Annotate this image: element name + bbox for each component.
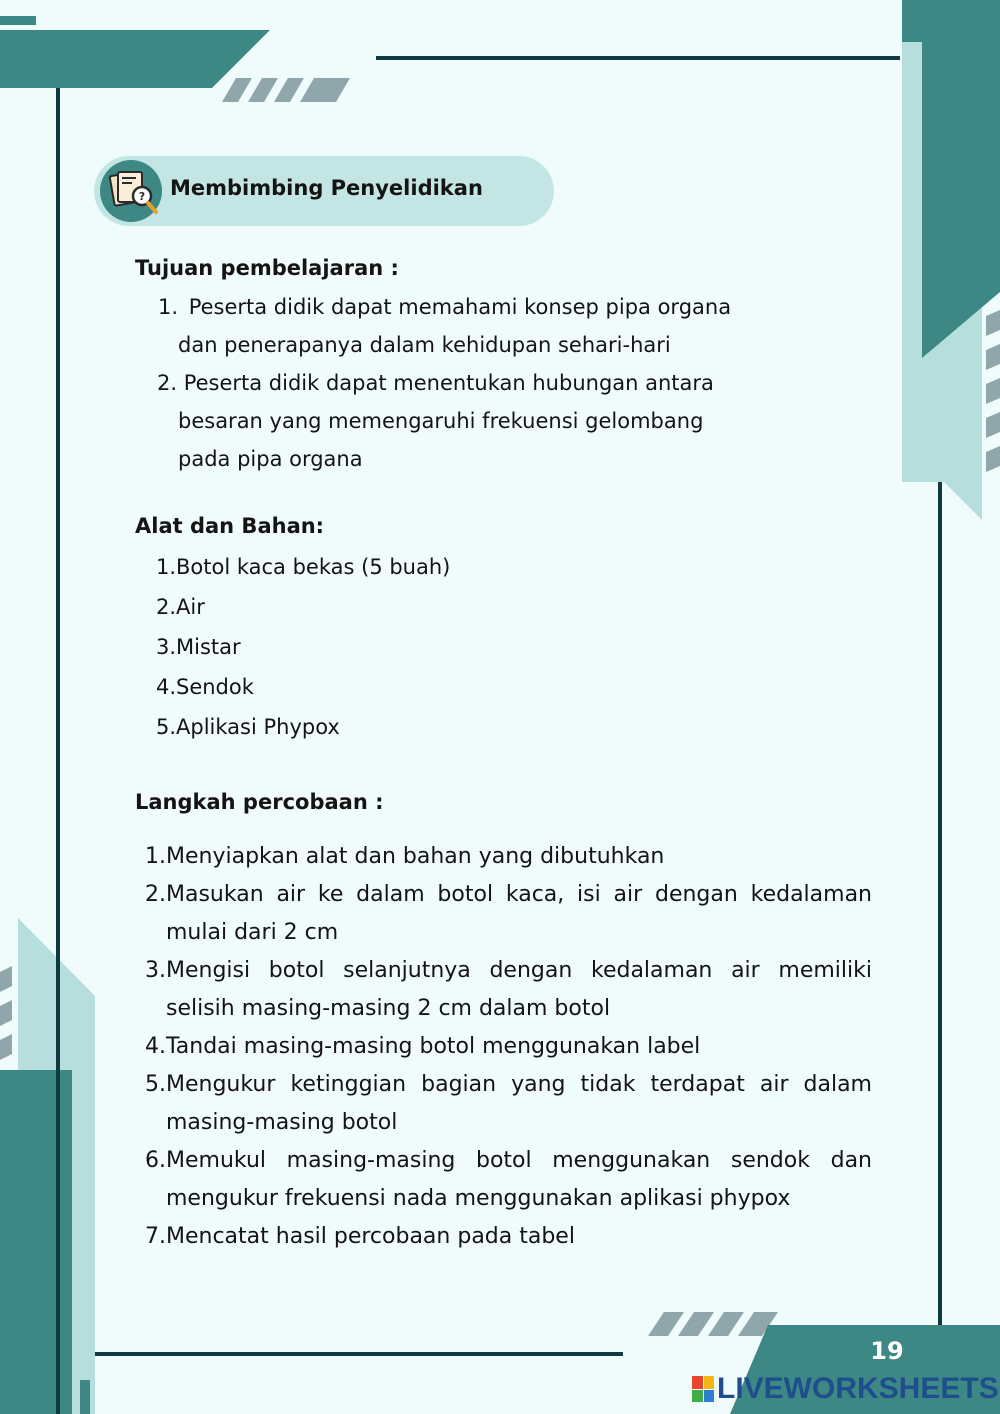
step-item <box>140 1142 872 1218</box>
step-item <box>140 876 872 952</box>
list-item <box>154 708 340 746</box>
document-magnifier-icon <box>100 160 162 222</box>
list-item <box>154 548 450 586</box>
frame-line-bottom <box>95 1352 623 1356</box>
list-item <box>154 668 254 706</box>
list-number: 5. <box>155 715 176 739</box>
list-number: 4. <box>155 675 176 699</box>
deco-left-stripes <box>0 966 12 1060</box>
list-item <box>154 588 205 626</box>
deco-top-right-dark-block <box>922 0 1000 358</box>
list-number: 2. <box>156 371 177 395</box>
step-number: 1. <box>145 844 166 869</box>
frame-line-left <box>56 88 60 1414</box>
liveworksheets-logo-icon <box>692 1376 714 1402</box>
step-item <box>140 1066 872 1142</box>
list-text: Mistar <box>176 635 241 659</box>
svg-text:?: ? <box>138 190 146 203</box>
alat-heading: Alat dan Bahan: <box>135 514 325 538</box>
step-number: 6. <box>145 1148 166 1173</box>
step-item <box>140 1028 872 1066</box>
step-number: 7. <box>145 1224 166 1249</box>
step-text: Memukul masing-masing botol menggunakan sendok dan mengukur frekuensi nada menggunakan aplikasi phypox <box>166 1148 872 1211</box>
deco-top-right-frame-left <box>902 0 922 42</box>
list-item <box>158 288 731 326</box>
list-number: 1. <box>155 555 176 579</box>
frame-line-top <box>376 56 900 60</box>
deco-bottom-left-frame-bar <box>80 1380 90 1414</box>
list-text: Air <box>176 595 205 619</box>
step-number: 3. <box>145 958 166 983</box>
page-number: 19 <box>870 1337 904 1365</box>
deco-bottom-stripes <box>648 1312 778 1336</box>
deco-top-stripes <box>222 78 350 102</box>
step-item <box>140 838 872 876</box>
step-text: Masukan air ke dalam botol kaca, isi air dengan kedalaman mulai dari 2 cm <box>166 882 872 945</box>
list-number: 3. <box>155 635 176 659</box>
list-item-continuation: besaran yang memengaruhi frekuensi gelombang <box>178 409 704 433</box>
list-number: 2. <box>155 595 176 619</box>
list-text: Sendok <box>176 675 254 699</box>
step-number: 4. <box>145 1034 166 1059</box>
deco-right-stripes <box>986 310 1000 472</box>
step-text: Mengisi botol selanjutnya dengan kedalaman air memiliki selisih masing-masing 2 cm dalam botol <box>166 958 872 1021</box>
deco-top-left-small-bar <box>0 16 36 25</box>
step-text: Menyiapkan alat dan bahan yang dibutuhkan <box>166 844 665 869</box>
step-item <box>140 952 872 1028</box>
step-text: Mengukur ketinggian bagian yang tidak terdapat air dalam masing-masing botol <box>166 1072 872 1135</box>
section-title: Membimbing Penyelidikan <box>170 176 483 200</box>
list-item-continuation: pada pipa organa <box>178 447 363 471</box>
watermark-text: LIVEWORKSHEETS <box>717 1372 999 1405</box>
step-number: 2. <box>145 882 166 907</box>
list-text: Aplikasi Phypox <box>176 715 340 739</box>
tujuan-heading: Tujuan pembelajaran : <box>135 256 399 280</box>
step-text: Mencatat hasil percobaan pada tabel <box>166 1224 575 1249</box>
list-text: Peserta didik dapat memahami konsep pipa organa <box>188 295 732 319</box>
list-number: 1. <box>158 295 179 319</box>
step-number: 5. <box>145 1072 166 1097</box>
list-text: Botol kaca bekas (5 buah) <box>176 555 451 579</box>
list-item-continuation: dan penerapanya dalam kehidupan sehari-hari <box>178 333 671 357</box>
watermark <box>692 1372 999 1406</box>
step-item <box>140 1218 872 1256</box>
list-item <box>154 628 241 666</box>
deco-bottom-left-dark-block <box>0 1070 72 1414</box>
list-item <box>155 364 714 402</box>
list-text: Peserta didik dapat menentukan hubungan antara <box>183 371 714 395</box>
step-text: Tandai masing-masing botol menggunakan label <box>166 1034 701 1059</box>
steps-list <box>140 838 872 1256</box>
deco-top-left-band <box>0 30 270 88</box>
deco-bottom-right-frame-bar <box>938 482 942 1325</box>
langkah-heading: Langkah percobaan : <box>135 790 384 814</box>
